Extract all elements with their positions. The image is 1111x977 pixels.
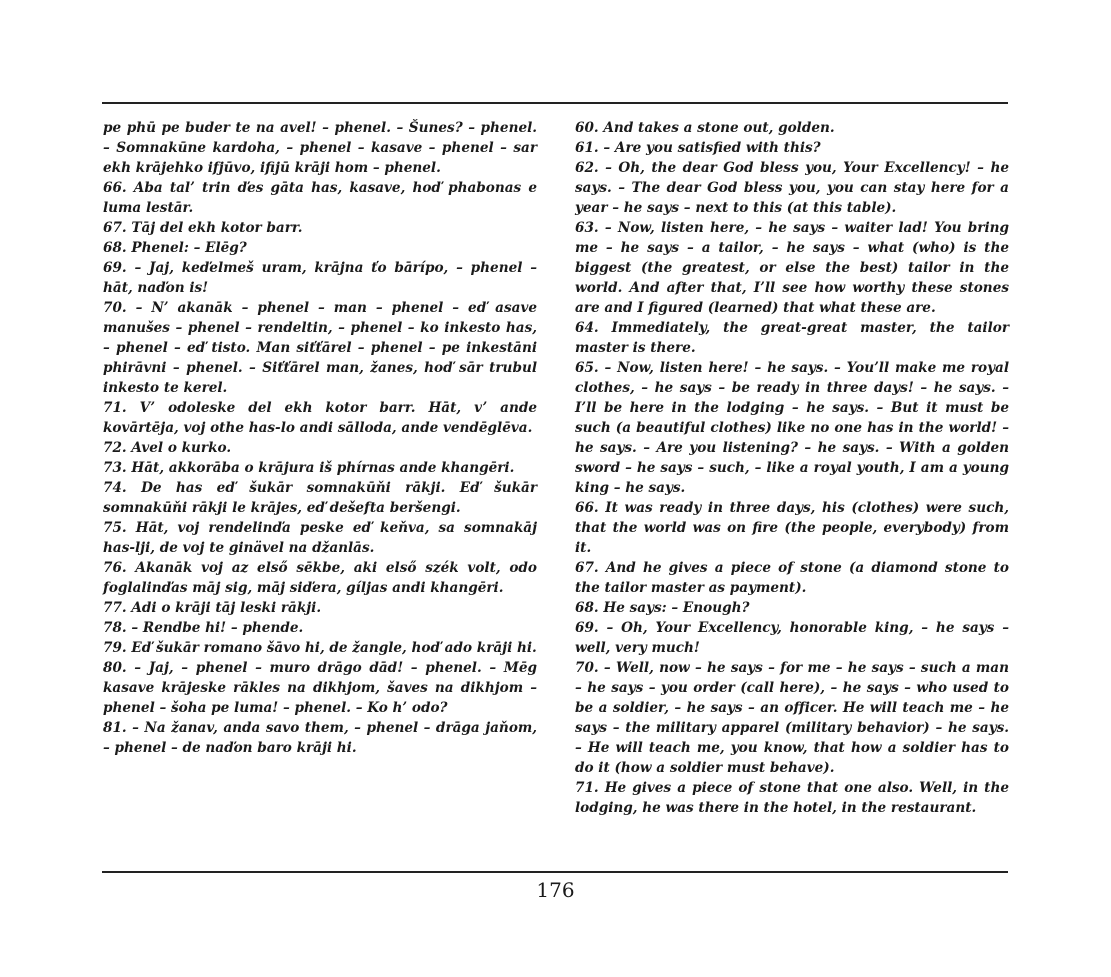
paragraph: 70. – Well, now – he says – for me – he says – such a man – he says – you order (call here), – he says – who used to be a soldier, – he says – an officer. He will teach me – he says – the military apparel (military behavior) – he says. – He will teach me, you know, that how a soldier has to do it (how a soldier must behave). (575, 660, 1009, 776)
paragraph: 77. Adi o krāji tāj leski rākji. (103, 600, 322, 616)
paragraph: 68. Phenel: – Elēg? (103, 240, 247, 256)
paragraph: 80. – Jaj, – phenel – muro drāgo dād! – phenel. – Mēg kasave krājeske rākles na dikhjom, šaves na dikhjom – phenel – šoha pe luma! – phenel. – Ko h’ odo? (103, 660, 537, 716)
left-text-column (103, 118, 537, 758)
paragraph: 71. He gives a piece of stone that one also. Well, in the lodging, he was there in the hotel, in the restaurant. (575, 780, 1009, 816)
paragraph: 61. – Are you satisfied with this? (575, 140, 821, 156)
paragraph: pe phū pe buder te na avel! – phenel. – Šunes? – phenel. – Somnakūne kardoha, – phenel – kasave – phenel – sar ekh krājehko ifjūvo, ifijū krāji hom – phenel. (103, 120, 537, 176)
paragraph: 79. Eď šukār romano šāvo hi, de žangle, hoď ado krāji hi. (103, 640, 537, 656)
paragraph: 60. And takes a stone out, golden. (575, 120, 835, 136)
top-rule (102, 102, 1008, 104)
paragraph: 66. It was ready in three days, his (clothes) were such, that the world was on fire (the people, everybody) from it. (575, 500, 1009, 556)
paragraph: 81. – Na žanav, anda savo them, – phenel – drāga jaňom, – phenel – de naďon baro krāji hi. (103, 720, 537, 756)
paragraph: 67. And he gives a piece of stone (a diamond stone to the tailor master as payment). (575, 560, 1009, 596)
paragraph: 65. – Now, listen here! – he says. – You’ll make me royal clothes, – he says – be ready in three days! – he says. – I’ll be here in the lodging – he says. – But it must be such (a beautiful clothes) like no one has in the world! – he says. – Are you listening? – he says. – With a golden sword – he says – such, – like a royal youth, I am a young king – he says. (575, 360, 1009, 496)
paragraph: 63. – Now, listen here, – he says – waiter lad! You bring me – he says – a tailor, – he says – what (who) is the biggest (the greatest, or else the best) tailor in the world. And after that, I’ll see how worthy these stones are and I figured (learned) that what these are. (575, 220, 1009, 316)
paragraph: 74. De has eď šukār somnakūňi rākji. Eď šukār somnakūňi rākji le krājes, eď dešefta beršengi. (103, 480, 537, 516)
bottom-rule (102, 871, 1008, 873)
right-text-column (575, 118, 1009, 818)
paragraph: 62. – Oh, the dear God bless you, Your Excellency! – he says. – The dear God bless you, you can stay here for a year – he says – next to this (at this table). (575, 160, 1009, 216)
paragraph: 71. V’ odoleske del ekh kotor barr. Hāt, v’ ande kovārtēja, voj othe has-lo andi sālloda, ande vendēglēva. (103, 400, 537, 436)
paragraph: 69. – Oh, Your Excellency, honorable king, – he says – well, very much! (575, 620, 1009, 656)
paragraph: 68. He says: – Enough? (575, 600, 750, 616)
paragraph: 64. Immediately, the great-great master, the tailor master is there. (575, 320, 1009, 356)
paragraph: 76. Akanāk voj az első sēkbe, aki első szék volt, odo foglalinďas māj sig, māj siďera, gíljas andi khangēri. (103, 560, 537, 596)
paragraph: 70. – N’ akanāk – phenel – man – phenel – eď asave manušes – phenel – rendeltin, – phenel – ko inkesto has, – phenel – eď tisto. Man siťťārel – phenel – pe inkestāni phirāvni – phenel. – Siťťārel man, žanes, hoď sār trubul inkesto te kerel. (103, 300, 537, 396)
paragraph: 75. Hāt, voj rendelinďa peske eď keňva, sa somnakāj has-lji, de voj te ginävel na džanlās. (103, 520, 537, 556)
paragraph: 73. Hāt, akkorāba o krājura iš phírnas ande khangēri. (103, 460, 515, 476)
paragraph: 78. – Rendbe hi! – phende. (103, 620, 304, 636)
paragraph: 69. – Jaj, keďelmeš uram, krājna ťo bārípo, – phenel – hāt, naďon is! (103, 260, 537, 296)
paragraph: 67. Tāj del ekh kotor barr. (103, 220, 303, 236)
paragraph: 66. Aba tal’ trin ďes gāta has, kasave, hoď phabonas e luma lestār. (103, 180, 537, 216)
page-number: 176 (536, 878, 575, 902)
paragraph: 72. Avel o kurko. (103, 440, 232, 456)
